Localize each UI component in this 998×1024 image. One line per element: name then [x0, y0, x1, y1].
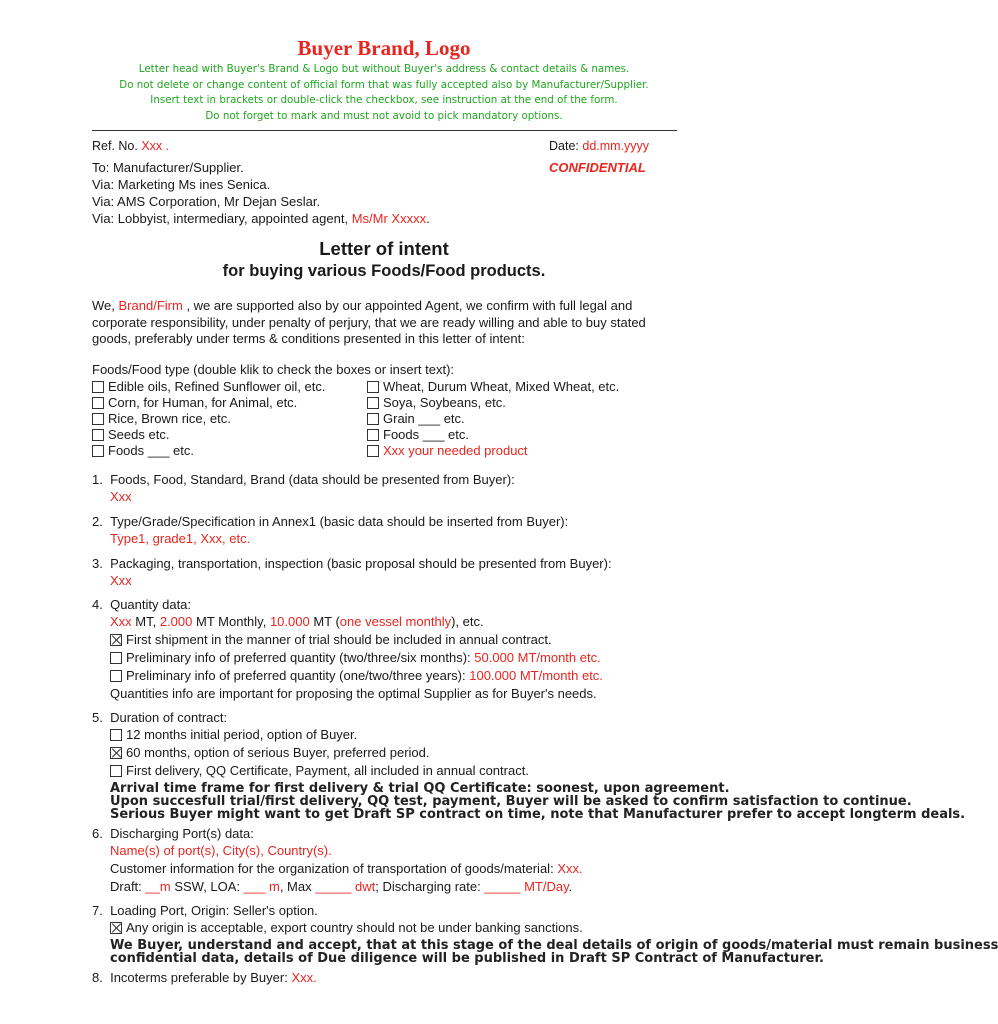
- duration-option[interactable]: [110, 745, 430, 760]
- intro-text: , we are supported also by our appointed Agent, we confirm with full legal and corporate responsibility, under penalty of perjury, that we are ready willing and able to buy stated goods, preferably under terms & conditions presented in this letter of intent:: [92, 298, 646, 346]
- section-title: Foods, Food, Standard, Brand (data should be presented from Buyer):: [110, 472, 515, 487]
- origin-note: confidential data, details of Due diligence will be published in Draft SP Contract of Manufacturer.: [110, 951, 824, 966]
- checkbox[interactable]: [92, 381, 104, 393]
- option-label: Any origin is acceptable, export country should not be under banking sanctions.: [126, 920, 583, 935]
- option-label: First delivery, QQ Certificate, Payment, all included in annual contract.: [126, 763, 529, 778]
- draft-text: Draft:: [110, 879, 146, 894]
- quantity-value[interactable]: 2.000: [159, 614, 193, 629]
- duration-note: Arrival time frame for first delivery & trial QQ Certificate: soonest, upon agreement.: [110, 781, 730, 796]
- section-title: Packaging, transportation, inspection (basic proposal should be presented from Buyer):: [110, 556, 612, 571]
- via-line-3-text: Via: Lobbyist, intermediary, appointed agent,: [92, 211, 349, 226]
- option-label: First shipment in the manner of trial should be included in annual contract.: [126, 632, 552, 647]
- date: [549, 139, 649, 153]
- section-8-title: [92, 970, 317, 985]
- food-option-label: Soya, Soybeans, etc.: [383, 395, 506, 410]
- ref-number: [92, 139, 169, 153]
- checkbox[interactable]: [92, 429, 104, 441]
- section-number: 4.: [92, 597, 103, 612]
- section-3-value[interactable]: Xxx: [110, 573, 132, 588]
- via-line-3-end: .: [426, 211, 430, 226]
- food-option-label: Grain ___ etc.: [383, 411, 465, 426]
- section-number: 3.: [92, 556, 103, 571]
- to-line: To: Manufacturer/Supplier.: [92, 160, 244, 175]
- via-line-1: Via: Marketing Ms ines Senica.: [92, 177, 271, 192]
- letter-subtitle: for buying various Foods/Food products.: [222, 262, 546, 280]
- duration-note: Serious Buyer might want to get Draft SP contract on time, note that Manufacturer prefer to accept longterm deals.: [110, 807, 966, 822]
- quantity-value[interactable]: Xxx: [110, 614, 132, 629]
- section-4-title: [92, 597, 191, 612]
- quantity-text: ), etc.: [451, 614, 484, 629]
- checked-checkbox[interactable]: [110, 922, 122, 934]
- checked-checkbox[interactable]: [110, 634, 122, 646]
- option-label: 12 months initial period, option of Buyer.: [126, 727, 358, 742]
- quantity-value[interactable]: one vessel monthly: [339, 614, 452, 629]
- buyer-firm[interactable]: Brand/Firm: [118, 298, 183, 313]
- food-option-label: Edible oils, Refined Sunflower oil, etc.: [108, 379, 326, 394]
- date-label: Date:: [549, 139, 579, 153]
- food-option-label: Seeds etc.: [108, 427, 170, 442]
- discharging-rate-value[interactable]: _____ MT/Day: [484, 879, 569, 894]
- transport-info-value[interactable]: Xxx.: [557, 861, 583, 876]
- quantity-option[interactable]: [110, 650, 601, 665]
- incoterms-value[interactable]: Xxx.: [291, 970, 317, 985]
- foods-label: Foods/Food type (double klik to check the boxes or insert text):: [92, 362, 455, 377]
- food-option-label: Foods ___ etc.: [108, 443, 194, 458]
- quantity-text: MT Monthly,: [192, 614, 270, 629]
- option-label: Preliminary info of preferred quantity (two/three/six months):: [126, 650, 471, 665]
- section-7-title: [92, 903, 318, 918]
- draft-line: [110, 879, 572, 894]
- section-title: Quantity data:: [110, 597, 192, 612]
- section-3-title: [92, 556, 612, 571]
- quantity-line: [110, 614, 484, 629]
- intro-paragraph: [92, 298, 677, 348]
- checked-checkbox[interactable]: [110, 747, 122, 759]
- quantity-option[interactable]: [110, 632, 552, 647]
- draft-text: ; Discharging rate:: [375, 879, 485, 894]
- option-label: 60 months, option of serious Buyer, preferred period.: [126, 745, 430, 760]
- header-note: Do not forget to mark and must not avoid to pick mandatory options.: [205, 109, 563, 122]
- section-title: Discharging Port(s) data:: [110, 826, 254, 841]
- checkbox[interactable]: [110, 652, 122, 664]
- section-title: Loading Port, Origin: Seller's option.: [110, 903, 318, 918]
- checkbox[interactable]: [110, 765, 122, 777]
- section-1-value[interactable]: Xxx: [110, 489, 132, 504]
- checkbox[interactable]: [367, 381, 379, 393]
- checkbox[interactable]: [367, 429, 379, 441]
- section-2-value[interactable]: Type1, grade1, Xxx, etc.: [110, 531, 251, 546]
- duration-note: Upon succesfull trial/first delivery, QQ test, payment, Buyer will be asked to confirm satisfaction to continue.: [110, 794, 912, 809]
- discharging-ports[interactable]: Name(s) of port(s), City(s), Country(s).: [110, 843, 332, 858]
- section-title: Incoterms preferable by Buyer:: [110, 970, 288, 985]
- letter-title: Letter of intent: [319, 238, 449, 259]
- header-note: Insert text in brackets or double-click the checkbox, see instruction at the end of the form.: [150, 94, 618, 107]
- draft-text: SSW, LOA:: [170, 879, 244, 894]
- section-number: 8.: [92, 970, 103, 985]
- food-option[interactable]: [92, 411, 231, 426]
- ref-value[interactable]: Xxx .: [141, 139, 170, 153]
- header-note: Do not delete or change content of official form that was fully accepted also by Manufacturer/Supplier.: [119, 78, 649, 91]
- food-option-label: Xxx your needed product: [383, 443, 528, 458]
- dwt-value[interactable]: _____ dwt: [315, 879, 376, 894]
- checkbox[interactable]: [92, 445, 104, 457]
- date-value[interactable]: dd.mm.yyyy: [582, 139, 650, 153]
- food-option[interactable]: [367, 443, 528, 458]
- quantity-option[interactable]: [110, 668, 603, 683]
- section-number: 6.: [92, 826, 103, 841]
- ref-label: Ref. No.: [92, 139, 138, 153]
- section-number: 2.: [92, 514, 103, 529]
- header-notes: [0, 62, 768, 124]
- via-line-2: Via: AMS Corporation, Mr Dejan Seslar.: [92, 194, 321, 209]
- food-option[interactable]: [92, 379, 326, 394]
- origin-note: We Buyer, understand and accept, that at this stage of the deal details of origin of goods/material must remain business: [110, 938, 998, 953]
- section-1-title: [92, 472, 515, 487]
- checkbox[interactable]: [367, 397, 379, 409]
- transport-info: [110, 861, 583, 876]
- header-divider: [92, 130, 677, 131]
- quantity-text: MT (: [309, 614, 340, 629]
- food-option[interactable]: [367, 427, 469, 442]
- option-value[interactable]: 50.000 MT/month etc.: [474, 650, 601, 665]
- section-number: 1.: [92, 472, 103, 487]
- section-number: 5.: [92, 710, 103, 725]
- food-option-label: Wheat, Durum Wheat, Mixed Wheat, etc.: [383, 379, 620, 394]
- section-number: 7.: [92, 903, 103, 918]
- draft-text: .: [568, 879, 573, 894]
- section-6-title: [92, 826, 254, 841]
- checkbox[interactable]: [367, 413, 379, 425]
- food-option[interactable]: [92, 443, 194, 458]
- food-option-label: Corn, for Human, for Animal, etc.: [108, 395, 298, 410]
- draft-text: , Max: [279, 879, 316, 894]
- loa-value[interactable]: ___ m: [243, 879, 280, 894]
- food-option[interactable]: [367, 395, 506, 410]
- checkbox[interactable]: [110, 729, 122, 741]
- header-note: Letter head with Buyer's Brand & Logo but without Buyer's address & contact details & names.: [138, 63, 630, 75]
- food-option-label: Rice, Brown rice, etc.: [108, 411, 231, 426]
- duration-option[interactable]: [110, 727, 357, 742]
- food-option[interactable]: [367, 411, 465, 426]
- via-line-3: [92, 211, 430, 226]
- agent-name[interactable]: Ms/Mr Xxxxx: [351, 211, 427, 226]
- checkbox[interactable]: [92, 413, 104, 425]
- checkbox[interactable]: [367, 445, 379, 457]
- section-5-title: [92, 710, 227, 725]
- food-option-label: Foods ___ etc.: [383, 427, 469, 442]
- food-option[interactable]: [92, 395, 297, 410]
- checkbox[interactable]: [110, 670, 122, 682]
- food-option[interactable]: [92, 427, 169, 442]
- section-title: Duration of contract:: [110, 710, 228, 725]
- option-label: Preliminary info of preferred quantity (one/two/three years):: [126, 668, 466, 683]
- quantity-note: Quantities info are important for proposing the optimal Supplier as for Buyer's needs.: [110, 686, 597, 701]
- buyer-brand-logo: Buyer Brand, Logo: [297, 36, 471, 60]
- quantity-value[interactable]: 10.000: [269, 614, 310, 629]
- duration-option[interactable]: [110, 763, 529, 778]
- confidential-label: CONFIDENTIAL: [549, 160, 646, 175]
- option-value[interactable]: 100.000 MT/month etc.: [469, 668, 603, 683]
- section-2-title: [92, 514, 568, 529]
- origin-option[interactable]: [110, 920, 583, 935]
- intro-we: We,: [92, 298, 115, 313]
- draft-value[interactable]: __m: [145, 879, 171, 894]
- checkbox[interactable]: [92, 397, 104, 409]
- quantity-text: MT,: [131, 614, 160, 629]
- transport-info-label: Customer information for the organization of transportation of goods/material:: [110, 861, 554, 876]
- food-option[interactable]: [367, 379, 619, 394]
- section-title: Type/Grade/Specification in Annex1 (basic data should be inserted from Buyer):: [110, 514, 569, 529]
